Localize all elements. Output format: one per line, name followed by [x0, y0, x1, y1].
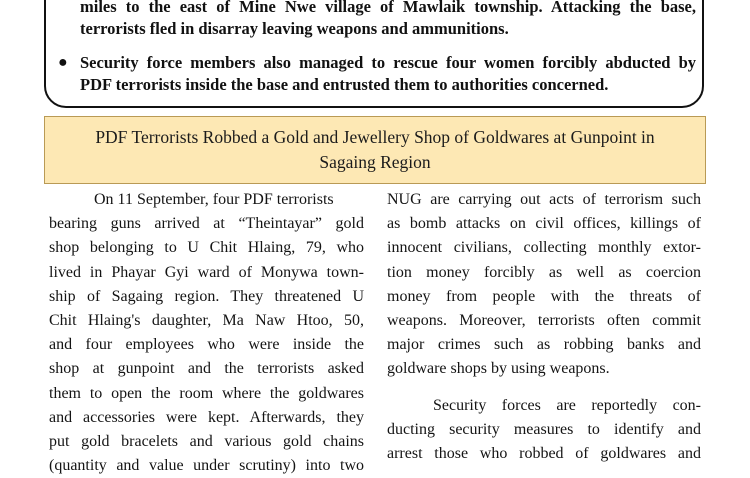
body-line: and accessories were kept. Afterwards, they	[49, 408, 364, 426]
body-line: lived in Phayar Gyi ward of Monywa town-	[49, 263, 364, 281]
bullet-line: terrorists fled in disarray leaving weapons and ammunitions.	[80, 19, 509, 38]
bullet-line: miles to the east of Mine Nwe village of Mawlaik township. Attacking the base,	[80, 0, 696, 16]
body-line: and four employees who were inside the	[49, 336, 364, 354]
body-line: bearing guns arrived at “Theintayar” gold	[49, 215, 364, 233]
bullet-dot-icon: ●	[58, 54, 68, 71]
article-title	[44, 116, 706, 184]
body-line: Security forces are reportedly con-	[433, 396, 701, 414]
previous-article-box	[44, 0, 704, 108]
body-line: them to open the room where the goldwares	[49, 384, 364, 402]
body-line: innocent civilians, collecting monthly extor-	[387, 239, 701, 257]
left-column	[49, 188, 364, 478]
bullet-line: PDF terrorists inside the base and entrusted them to authorities concerned.	[80, 75, 609, 94]
body-line: Chit Hlaing's daughter, Ma Naw Htoo, 50,	[49, 312, 364, 330]
body-line: as bomb attacks on civil offices, killings of	[387, 215, 701, 233]
body-line: shop at gunpoint and the terrorists asked	[49, 360, 364, 378]
body-line: shop belonging to U Chit Hlaing, 79, who	[49, 239, 364, 257]
right-column	[387, 188, 701, 466]
body-line: major crimes such as robbing banks and	[387, 336, 701, 354]
paragraph-gap	[387, 382, 701, 394]
body-line: ship of Sagaing region. They threatened U	[49, 287, 364, 305]
title-line: Sagaing Region	[319, 152, 431, 172]
body-line: On 11 September, four PDF terrorists	[94, 191, 334, 208]
body-line: ducting security measures to identify and	[387, 420, 701, 438]
body-line: arrest those who robbed of goldwares and	[387, 445, 701, 463]
body-line: tion money forcibly as well as coercion	[387, 263, 701, 281]
body-line: put gold bracelets and various gold chains	[49, 433, 364, 451]
bullet-line: Security force members also managed to rescue four women forcibly abducted by	[80, 53, 696, 72]
body-line: goldware shops by using weapons.	[387, 360, 610, 378]
bullet-item	[80, 0, 696, 40]
body-line: NUG are carrying out acts of terrorism such	[387, 191, 701, 208]
body-line: weapons. Moreover, terrorists often commit	[387, 312, 701, 330]
bullet-item	[58, 52, 696, 96]
body-line: (quantity and value under scrutiny) into two	[49, 457, 364, 475]
title-line: PDF Terrorists Robbed a Gold and Jewellery Shop of Goldwares at Gunpoint in	[95, 127, 655, 147]
body-line: money from people with the threats of	[387, 287, 701, 305]
